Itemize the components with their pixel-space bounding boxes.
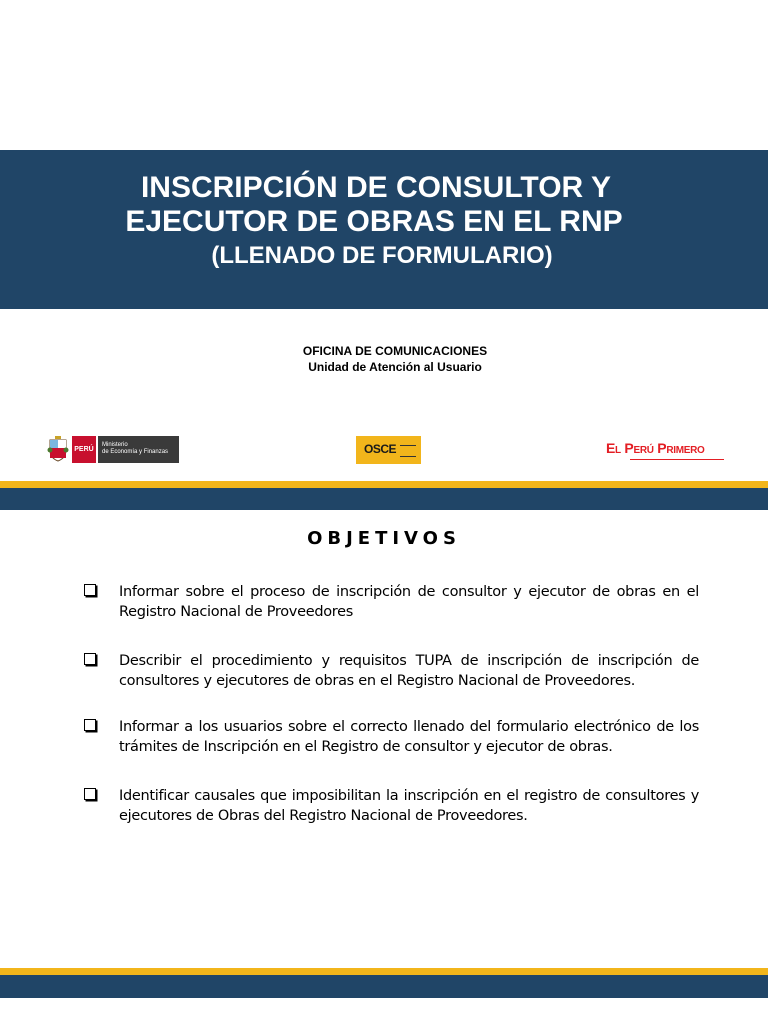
office-name: OFICINA DE COMUNICACIONES — [302, 344, 488, 358]
osce-logo-text: OSCE — [364, 442, 397, 456]
checkbox-bullet-icon — [84, 719, 96, 731]
bottom-navy-stripe — [0, 975, 768, 998]
objective-text: Informar a los usuarios sobre el correcto llenado del formulario electrónico de los trámites de Inscripción en el Registro de consultor y ejecutor de obras. — [119, 719, 699, 755]
title-line-3: (LLENADO DE FORMULARIO) — [211, 242, 553, 269]
objective-text: Informar sobre el proceso de inscripción de consultor y ejecutor de obras en el Registro Nacional de Proveedores — [119, 584, 699, 620]
osce-logo-lines — [400, 445, 416, 457]
osce-logo — [356, 436, 421, 464]
mef-peru-label: PERÚ — [72, 436, 96, 463]
mef-text — [98, 436, 179, 463]
checkbox-bullet-icon — [84, 788, 96, 800]
title-line-2: EJECUTOR DE OBRAS EN EL RNP — [125, 205, 623, 238]
peru-primero-text: El Perú Primero — [606, 440, 705, 456]
peru-crest-icon — [47, 436, 69, 463]
title-line-1: INSCRIPCIÓN DE CONSULTOR Y — [140, 171, 612, 204]
bottom-gold-stripe — [0, 968, 768, 975]
checkbox-bullet-icon — [84, 653, 96, 665]
peru-primero-underline — [630, 459, 724, 460]
mef-line-1: Ministerio — [102, 442, 128, 448]
objectives-heading: OBJETIVOS — [307, 528, 461, 549]
top-navy-stripe — [0, 488, 768, 510]
office-unit: Unidad de Atención al Usuario — [308, 360, 482, 374]
top-gold-stripe — [0, 481, 768, 488]
objective-text: Describir el procedimiento y requisitos TUPA de inscripción de inscripción de consultores y ejecutores de obras en el Registro Nacional de Proveedores. — [119, 653, 699, 689]
objective-text: Identificar causales que imposibilitan la inscripción en el registro de consultores y ejecutores de Obras del Registro Nacional de Proveedores. — [119, 788, 699, 824]
mef-logo — [47, 436, 179, 463]
peru-primero-logo — [606, 438, 724, 464]
mef-line-2: de Economía y Finanzas — [102, 449, 169, 455]
title-banner — [0, 150, 768, 309]
checkbox-bullet-icon — [84, 584, 96, 596]
